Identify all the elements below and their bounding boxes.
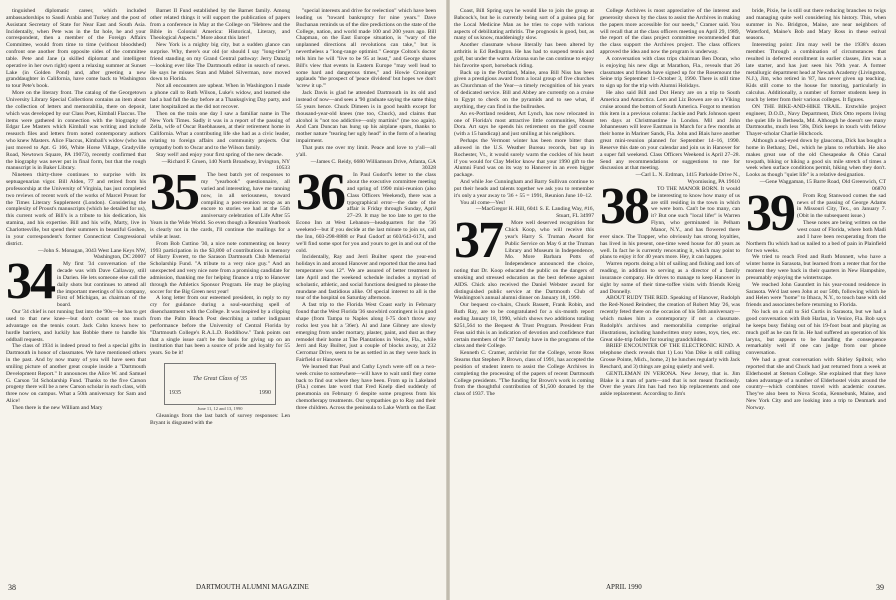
- paragraph: Another classmate whose literally has been altered by arthritis is Ed Redington. He has had to suspend tennis and golf, but under the warm Arizona sun he can continue to enjoy his favorite sport, horseback riding.: [454, 42, 594, 69]
- class-number-36: 36: [296, 164, 344, 222]
- issue-date: APRIL 1990: [606, 583, 642, 591]
- paragraph: More on the literary front. The catalog of the Georgetown University Library Special Collections contains an item about the collection of letters and memorabilia, there on deposit, which was developed by our Class Poet, Kimball Flaccus. The items were gathered in connection with the biography of Edgar Lee Masters which Kimball was writing and include research files and letters from noted contemporary authors who knew Masters. Alice Flaccus, Kimball's widow (who has just moved to Apt. G 166, White Horse Village, Gradyville Road, Newtown Square, PA 19073), recently confirmed that the biography was never put in final form, but that the rough manuscript is in Baker Library.: [6, 90, 146, 172]
- column-2: [150, 8, 290, 427]
- paragraph: Then on the train one day I saw a familiar name in The New York Times. Sadly it was in a report of the passing of Zella, wife of Oscar Ruebhausen, at their retirement home in California. What a contributing life she had as a civic leader, relating to foreign affairs and community projects. Our sympathy both to Oscar and to the Wilson family.: [150, 110, 290, 151]
- paragraph: You all come—Yes!: [460, 199, 506, 206]
- emblem-label: The Great Class of '35: [192, 376, 248, 383]
- magazine-name: DARTMOUTH ALUMNI MAGAZINE: [196, 583, 309, 591]
- column-6: [746, 8, 886, 412]
- column-4: [454, 8, 594, 398]
- page-number-left: 38: [8, 583, 16, 592]
- page-gutter: [446, 0, 450, 600]
- class-of-35-emblem: [164, 363, 276, 412]
- paragraph: We learned that Paul and Cathy Lynch were off on a two-week cruise to somewhere—will have to wait until they come back to find out where they have been. From up in Lakeland (Fla.) comes late word that Fred Knelp died suddenly of pneumonia on February 6 despite some progress from his chemotherapy treatments. Our sympathies go to Ray and their three children. Across the peninsula to Lake Worth on the East: [296, 363, 436, 411]
- paragraph: A fast trip to the Florida West Coast early in February found that the West Florida '36 snowbird contingent is in good shape (from Tampa to Naples along I-75 don't throw any rocks lest you hit a '36er). Al and Jane Gibney are slowly emerging from under mortary, plaster, paint, and dust as they remodel their home at The Plantations in Venice, Fla., while Jerri and Ray Builter, just a couple of blocks away, at 232 Cerromar Drive, seem to be as settled in as they were back in Fairfield or Hanover.: [296, 302, 436, 364]
- signature: —Carl L. N. Erdman, 1415 Parkside Drive N., Wyomissing, PA 19610: [635, 172, 740, 186]
- paragraph: A long letter from our esteemed president, in reply to my cry for guidance during a soul-searching spell of disenchantment with the College. It was inspired by a clipping from the Palm Beach Post describing a rather indignant performance before the University of Central Florida by "Dartmouth College's R.A.L.D. Roddihow." Tank points out that a single issue can't be the basis for giving up on an institution that has been a source of pride and loyalty for 55 years. So be it!: [150, 295, 290, 357]
- paragraph: TO THE MANOR BORN. It would be interesting to know how many of us are still residing in the town in which we were born. Can't be too many, can it? But one such "local lifer" is Warren Flynn, who germinated in Pelham Manor, N.Y., and has flowered there ever since. The Trapper, who obviously has strong loyalties, has lived in his present, one-time weed house for 40 years as well. In fact he is currently renovating it, which may point to plans to enjoy it for 40 years more. Hey, it can happen.: [600, 185, 740, 261]
- paragraph: "special interests and drive for reelection" which have been leading us "toward bankruptcy for nine years." Dave Buchanan reminds us of the dire predictions on the state of the College, nation, and world made 100 and 200 years ago. Bill Chapman, on the East Europe situation, is "wary of the unplanned directions all revolutions can take," but is nevertheless a "long-range optimist." George Colton's doctor tells him he will "live to be 95 at least," and George shares Bill's view that events in Eastern Europe "may well lead to some hard and dangerous times," and Howie Croninger applauds "the prospect of 'peace dividend' but hopes we don't 'screw it up.'": [296, 8, 436, 90]
- paragraph: More well deserved recognition for Chick Koop, who will receive this year's Harry S. Truman Award for Public Service on May 6 at the Truman Library and Museum in Independence, Mo. More Barbara Potts of Independence announced the choice, noting that Dr. Koop educated the public on the dangers of smoking and stressed education as the best defense against AIDS. Chick also received the Daniel Webster award for distinguished public service at the Dartmouth Club of Washington's annual alumni dinner on January 18, 1990.: [454, 220, 594, 302]
- column-3: [296, 8, 436, 412]
- paragraph: Warren reports doing a bit of sailing and fishing and lots of reading, in addition to serving as a director of a family insurance company. He drives to manage to keep Hanover in sight by some of their time-toffee visits with friends Kreig and Donnelly.: [600, 261, 740, 295]
- paragraph: Back up in the Portland, Maine, area Bill Niss has been given a prestigious award from a local group of five churches as Churchman of the Year—a timely recognition of his years of dedicated service. Bill and Abbey are currently on a cruise to Egypt to check on the pyramids and to see what, if anything, they can find in the bullrushes.: [454, 69, 594, 110]
- paragraph: My first '34 conversation of the decade was with Dave Callaway, still in Darien. He lets someone else call the daily shots but continues to attend all the important meetings of his company, First of Michigan, as chairman of the board.: [57, 261, 146, 309]
- paragraph: Barnet II Fund established by the Barnet family. Among other related things it will support the publication of papers from a conference in May at the College on "Hebrew and the Bible in Colonial America: Historical, Literary, and Theological Aspects." More about this later!: [150, 8, 290, 42]
- emblem-dates: June 11, 12 and 13, 1990: [197, 406, 243, 412]
- emblem-year-left: 1935: [169, 390, 181, 397]
- paragraph: Although a sad-eyed down by glaucoma, Dick has bought a home in Bethany, Del., which he plans to refurbish. He also makes great use of the old Chesapeake & Ohio Canal towpath, biking or hiking a good six mile stretch of times a week when surface conditions permit, hiking when they don't. Looks as though "quiet life" is a relative designation.: [746, 138, 886, 179]
- paragraph: These notes are being written on the west coast of Florida, where both Madi and I have been recuperating from the Northern flu which had us nailed to a bed of pain in Plainfield for two weeks.: [746, 220, 886, 254]
- signature: —James C. Reidy, 6680 Williamson Drive, Atlanta, GA 30328: [310, 158, 436, 172]
- paragraph: Stay well! and enjoy your first spring of the new decade.: [156, 151, 283, 158]
- class-number-38: 38: [600, 177, 648, 235]
- paragraph: Interesting point: Jim may well be the 1938's dozen member. Through a combination of circumstances that resulted in deferred enrollment in earlier classes, Jim was a late starter, and has just seen his 76th year. A former metallurgic department head at Newark Academy (Livingston, N.J.), Jim, who retired in '87, has never given up teaching. Kids still come to the house for tutoring, particularly in calculus. Additionally, a number of former students keep in touch by letter from their various colleges. It figures.: [746, 42, 886, 103]
- paragraph: Gleanings from the last batch of survey responses: Len Bryant is disgusted with the: [150, 413, 290, 426]
- paragraph: And while Joe Cunningham and Barry Sullivan continue to put their heads and talents together we ask you to remember it's only a year away to '36 + 55 = 1991, Reunion June 10–12.: [454, 179, 594, 199]
- paragraph: From Bob Cuttino '30, a nice note commenting on heavy 1993 participation in the $3,800 of contributions in memory of Harry Everett, to the Sarason Dartmouth Club Memorial Scholarship Fund. "A tribute to a very nice guy." And an unexpected and very nice note from a promising candidate for admission, thanking me for helping finance a trip to Hanover through the Athletics Sponsor Program. He may be playing soccer for the Big Green next year!: [150, 240, 290, 295]
- paragraph: That puts me over my limit. Peace and love to y'all—all y'all.: [296, 144, 436, 158]
- paragraph: From Rog Stanwood comes the sad news of the passing of George Adams in Missouri City, Tex., on January 7. (Obit in the subsequent issue.): [797, 192, 886, 220]
- paragraph: We tried to reach Fred and Ruth Monnett, who have a winter home in Sarasota, but learned from a renter that for the moment they were back in their quarters in New Hampshire, presumably enjoying the wintertscape.: [746, 254, 886, 281]
- class-number-37: 37: [454, 212, 502, 270]
- paragraph: An ex-Portland resident, Art Lynch, has now relocated in one of Florida's most attractive little communities, Mount Dora. Art says he spends his retirement on the golf course (with a 15 handicap) and just smiling at his neighbors.: [454, 110, 594, 138]
- class-number-35: 35: [150, 164, 198, 222]
- paragraph: Coast, Bill Spring says he would like to join the group at Babcock's, but he is currently being sort of a guinea pig for the Local Medicine Man as he tries to cope with various aspects of debilitating arthritis. The prognosis is good, but, as many of us know, maddeningly slow.: [454, 8, 594, 42]
- paragraph: Not all encounters are upbeat. When in Washington I made a phone call to Ruth Wilson, Luke's widow, and learned she had a bad fall the day before at a Thanksgiving Day party, and later hospitalized as the did not recover.: [150, 83, 290, 110]
- signature: —John S. Monagan, 3043 West Lane Keys NW, Washington, DC 20007: [38, 247, 146, 261]
- paragraph: In Paul Gudorf's letter to the class about the executive committee meeting and spring of 1990 mini-reunion (also Class Officers Weekend), there was a typographical error—the date of the affair is Friday through Sunday, April 27–29. It may be too late to get to the Econo Inn at West Lebanon—headquarters for the '36 weekend—but if you decide at the last minute to join us, call the Inn, 603-298-8888 or Paul Gudorf at 603/643-6174, and we'll find some spot for you and yours to get in and out of the cold.: [296, 172, 436, 254]
- paragraph: BRIEF ENCOUNTER OF THE ELECTRONIC KIND. A telephone check reveals that 1) Lou Van Dike is still calling Grosse Pointe, Mich., home, 2) he lunches regularly with Jack Reschard, and 3) things are going quietly and well.: [600, 343, 740, 370]
- paragraph: Nineteen thirty-three continues to surprise with its septuagenarian vigor. Bill Alden, 77 and retired from his professorship at the University of Virginia, has just completed two reviews of recent work of the works of Marcel Proust for the Times Literary Supplement (London). Considering the complexity of Proust's manuscripts (which he detailed for us), this current work of Bill's is a tribute to his dedication, his stamina, and his expertise. Bill and his wife, Marty, live in Charlottesville, but spend their summers in beautiful Goshen, in your correspondent's former Connecticut Congressional district.: [6, 172, 146, 247]
- class-number-34: 34: [6, 253, 54, 311]
- paragraph: Our '34 chief is not running fast into the '90s—he has to get used to that new knee—but don't count on too much advantage on the tennis court. Jack Cohn knows how to hurdle barriers, and luckily has Bobbie there to handle his oddball requests.: [6, 309, 146, 343]
- paragraph: New York is a mighty big city, but a sudden glance can surprise. Why, there's our old (or should I say "long-time") friend standing on my Grand Central pathway: Jerry Danzig—looking ever like The Dartmouth editor in search of news. He says he misses Stan and Mabel Silverman, now moved down to Florida.: [150, 42, 290, 83]
- paragraph: No luck on a call to Sid Curtis in Sarasota, but we had a good conversation with Bob Harlan, in Venice, Fla. Bob says he keeps busy fishing out of his 19-foot boat and playing as much golf as he can fit in. He had suffered an operation of his larynx, but appears to be handling the consequence remarkably well if one can judge from our phone conversation.: [746, 309, 886, 357]
- paragraph: Perhaps the Vermont winter has been more bitter than allowed in the U.S. Weather Bureau records, but up in Rochester, Vt., it would surely warm the cockles of his heart if you would for Clay Mellor know that your 1990 gift to the Alumni Fund was on its way to Hanover in an even bigger package.: [454, 138, 594, 179]
- paragraph: Incidentally, Ray and Jerri Builter spent the year-end holidays in and around Hanover and reported that the area had temperature was 12°. We are assured of better treatment in late April and the weekend schedule includes a myriad of scholastic, athletic, and social functions designed to please the mundane and fastidious alike. Of special interest to all is the tour of the hospital on Saturday afternoon.: [296, 254, 436, 302]
- paragraph: We reached John Gauntlett in his year-round residence in Sarasota. We'd last seen John at our 50th, following which he and Helen were "home" to Ithaca, N.Y., to touch base with old friends and associates before returning to Florida.: [746, 281, 886, 309]
- emblem-year-right: 1990: [259, 390, 271, 397]
- class-number-39: 39: [746, 184, 794, 242]
- paragraph: Kenneth C. Cramer, archivist for the College, wrote Ross Stearns that Stephen P. Brown, class of 1991, has accepted the position of student intern to assist the College Archives in completing the processing of the papers of recent Dartmouth College presidents. "The funding for Brown's work is coming from the thoughtful contribution of $1,500 donated by the class of 1937. The: [454, 350, 594, 398]
- paragraph: ABOUT RUDY THE RED. Speaking of Hanover, Rudolph the Red-Nosed Reindeer, the creation of Robert May '26, was recently feted there on the occasion of his 50th anniversary—which makes him a contemporary if not a classmate. Rudolph's archives and memorabilia comprise original illustrations, including handwritten story notes, toys, ties, etc. Great side-trip fodder for touring grandchildren.: [600, 295, 740, 343]
- signature: —MacGregor H. Hill, 6041 S. E. Landing Way, #16, Stuart, FL 34997: [475, 206, 594, 220]
- paragraph: Our bequest co-chairs, Chuck Bassett, Frank Robin, and Ruth Ray, are to be congratulated for a six-month report ending January 18, 1990, which shows two additions totaling $251,564 to the Bequest & Trust Program. President Fran Feas said this is an indication of devotion and confidence that certain members of the '37 family have in the programs of the class and their College.: [454, 302, 594, 350]
- paragraph: We had a great conversation with Shirley Spiltoir, who reported that she and Chuck had just returned from a week at Elderhostel at Stetson College. She explained that they have taken advantage of a number of Elderhostel visits around the country—which combines travel with academic courses. They've also been to Nova Scotia, Kennebunk, Maine, and New York City and are looking into a trip to Denmark and Norway.: [746, 357, 886, 411]
- column-1: [6, 8, 146, 412]
- paragraph: College Archives is most appreciative of the interest and generosity shown by the class to assist the Archives in making the papers more accessible for our needs," Cramer said. You will recall that at the class officers meeting on April 29, 1989, the report of the class project committee recommended that the class support the Archives project. The class officers approved the idea and now the program is underway.: [600, 8, 740, 56]
- paragraph: The best batch yet of responses to my "yearbook" questionnaire, all varied and interesting, have me tanning now, in all seriousness, toward compiling a post-reunion recap as an encore to stories we had at the 55th anniversary celebration of Life After 55 Years in the Wide World. So even though a Reunion Yearbook is clearly not in the cards, I'll continue the mailings for a while at least.: [150, 172, 290, 240]
- paragraph: tinguished diplomatic career, which included ambassadorships to Saudi Arabia and Turkey and the post of Assistant Secretary of State for Near East and South Asia. Incidentally, when Pete was in the fat hole, he and your correspondent, then a member of the Foreign Affairs Committee, would from time to time (without bloodshed) confront one another from opposite sides of the committee table. Pete and Jane (a skilled diplomat and intelligent operative in her own right) spent a relaxing summer at Sunset Lake (in Golden Pond) and, after greeting a new granddaughter in California, have come back to Washington to tour Pete's book.: [6, 8, 146, 90]
- page-number-right: 39: [876, 583, 884, 592]
- signature: —Richard F. Gruen, 140 North Broadway, Irvington, NY 10533: [161, 158, 290, 172]
- column-5: [600, 8, 740, 398]
- paragraph: A conversation with class trips chairman Ben Doran, who is enjoying his new digs at Marathon, Fla., reveals that 26 classmates and friends have signed up for the Rosemount the Seine trip September 11–October 3, 1990. There is still time to sign up for the trip with Alumni Holidays.: [600, 55, 740, 90]
- paragraph: ON THE BIKE-AND-HIKE TRAIL. Erstwhile project engineer, D.O.D., Navy Department, Dick Otto reports living the quiet life in Bethesda, Md. Although he doesn't see many Dartmouths, much less '38s, Dick keeps in touch with fellow Thayer-scholar Charlie Hitchcock.: [746, 103, 886, 138]
- paragraph: Then there is the new William and Mary: [12, 404, 103, 411]
- paragraph: The class of 1934 is indeed proud to feel a special gifts in Dartmouth in honor of classmates. We have mentioned others in the past. And by now many of you will have seen that smiling picture of another great couple inside a "Dartmouth Development Report." It announces the Alice W. and Samuel G. Carson '34 Scholarship Fund. Thanks to the five Carson progeny there will be a new Carson scholar in each class, with three now on campus. What a 50th anniversary for Sam and Alice!: [6, 343, 146, 405]
- signature: —Gene Waggaman, 15 Barre Road, Old Greenwich, CT 06870: [759, 179, 886, 192]
- paragraph: He also said Bill and Dot Henry are on a trip to South America and Antarctica. Lem and Liz Bowen are on a Viking cruise around the bottom of South America. Forgot to mention this item in a previous column: Jackie and Park Johnson spent ten days at Christmastime in London. Mil and John Johannessen will leave Eastman in March for a few months at their home in Mariner Sands, Fla. John and Blais have another great mini-reunion planned for September 14–16, 1990. Reserve this date on your calendar and join us in Hanover for a super fall weekend. Class Officers Weekend is April 27–28. Send any recommendations or suggestions to me for discussion at that meeting.: [600, 90, 740, 172]
- paragraph: Jack Davis is glad he attended Dartmouth in its old and instead of now—and sees a '90 graduate saying the same thing 55 years hence. Chuck Dimeen is in good health except for thousand-year-old knees (me too, Chuck), and claims that alcohol is "not too addictive—only martinis" (me too again). And Cam Duncan has hung up his airplane spurs, thanks to mother nature "tearing her ugly head" in the form of a hearing impairment.: [296, 90, 436, 145]
- paragraph: bride, Pixie, he is still out there reducing branches to twigs and managing quite well considering his history. This, when summer in No. Bridgton, Maine, are near neighbors of Waterford, Maine's Bob and Mary Ross in these estival seasons.: [746, 8, 886, 42]
- paragraph: GENTLEMAN IN VERONA. New Jersey, that is. Jim Blake is a man of parts—and that is not meant fractiously. Over the years Jim has had two hip replacements and one ankle replacement. According to Jim's: [600, 370, 740, 398]
